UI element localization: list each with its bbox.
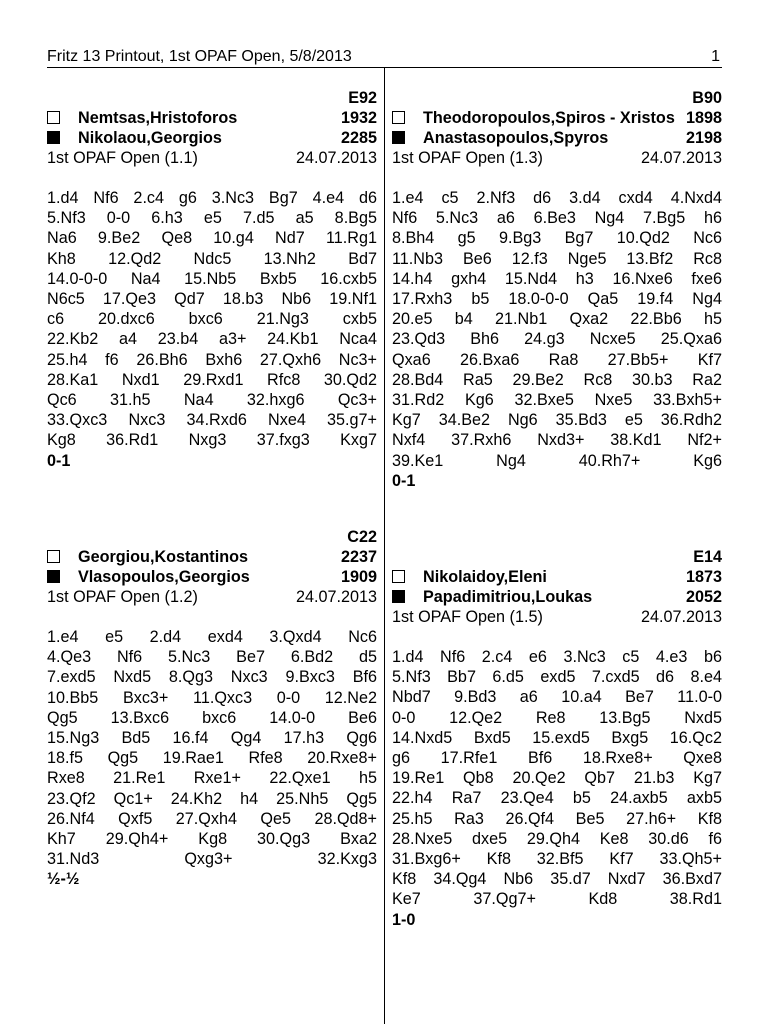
- move-line: 31.Rd2 Kg6 32.Bxe5 Nxe5 33.Bxh5+: [392, 391, 722, 410]
- player-name: Anastasopoulos,Spyros: [423, 129, 609, 147]
- move-line: 15.Ng3 Bd5 16.f4 Qg4 17.h3 Qg6: [47, 729, 377, 748]
- player-name: Georgiou,Kostantinos: [78, 548, 248, 566]
- move-line: 28.Ka1 Nxd1 29.Rxd1 Rfc8 30.Qd2: [47, 370, 377, 389]
- black-player: [47, 128, 377, 148]
- move-line: 5.Nf3 Bb7 6.d5 exd5 7.cxd5 d6 8.e4: [392, 668, 722, 687]
- player-name: Nikolaou,Georgios: [78, 129, 222, 147]
- move-line: 14.0-0-0 Na4 15.Nb5 Bxb5 16.cxb5: [47, 269, 377, 288]
- move-line: 1.d4 Nf6 2.c4 g6 3.Nc3 Bg7 4.e4 d6: [47, 189, 377, 207]
- move-line: Kh8 12.Qd2 Ndc5 13.Nh2 Bd7: [47, 249, 377, 268]
- move-line: Nf6 5.Nc3 a6 6.Be3 Ng4 7.Bg5 h6: [392, 209, 722, 228]
- move-line: 10.Bb5 Bxc3+ 11.Qxc3 0-0 12.Ne2: [47, 688, 377, 707]
- game-result: 1-0: [392, 910, 416, 929]
- eco-code: E92: [348, 89, 377, 107]
- move-line: Na6 9.Be2 Qe8 10.g4 Nd7 11.Rg1: [47, 229, 377, 248]
- game-date: 24.07.2013: [295, 149, 377, 167]
- move-line: 22.h4 Ra7 23.Qe4 b5 24.axb5 axb5: [392, 789, 722, 808]
- game-card: [47, 88, 377, 471]
- move-line: Qg5 13.Bxc6 bxc6 14.0-0 Be6: [47, 708, 377, 727]
- event-line: [47, 587, 377, 607]
- move-line: 31.Nd3 Qxg3+ 32.Kxg3: [47, 850, 377, 869]
- white-square-icon: [392, 570, 405, 583]
- move-line: 0-0 12.Qe2 Re8 13.Bg5 Nxd5: [392, 708, 722, 727]
- event-line: [47, 148, 377, 168]
- game-date: 24.07.2013: [295, 588, 377, 606]
- move-line: 11.Nb3 Be6 12.f3 Nge5 13.Bf2 Rc8: [392, 249, 722, 268]
- move-list: [392, 188, 722, 471]
- player-elo: 1932: [340, 109, 377, 127]
- page-header: [47, 47, 722, 69]
- black-square-icon: [392, 590, 405, 603]
- white-player: [47, 547, 377, 567]
- game-card: [47, 527, 377, 889]
- move-list: [392, 647, 722, 910]
- white-player: [47, 108, 377, 128]
- white-player: [392, 108, 722, 128]
- move-line: 1.d4 Nf6 2.c4 e6 3.Nc3 c5 4.e3 b6: [392, 648, 722, 666]
- player-name: Papadimitriou,Loukas: [423, 588, 593, 606]
- player-elo: 1873: [685, 568, 722, 586]
- black-player: [392, 587, 722, 607]
- player-name: Theodoropoulos,Spiros - Xristos: [423, 109, 675, 127]
- player-name: Nikolaidoy,Eleni: [423, 568, 547, 586]
- game-card: [392, 88, 722, 491]
- move-line: 17.Rxh3 b5 18.0-0-0 Qa5 19.f4 Ng4: [392, 290, 722, 309]
- black-player: [392, 128, 722, 148]
- move-line: 1.e4 c5 2.Nf3 d6 3.d4 cxd4 4.Nxd4: [392, 189, 722, 207]
- move-line: 25.h4 f6 26.Bh6 Bxh6 27.Qxh6 Nc3+: [47, 350, 377, 369]
- move-line: 39.Ke1 Ng4 40.Rh7+ Kg6: [392, 451, 722, 470]
- move-line: Kh7 29.Qh4+ Kg8 30.Qg3 Bxa2: [47, 830, 377, 849]
- printout-title: Fritz 13 Printout, 1st OPAF Open, 5/8/2013: [47, 48, 352, 65]
- event-line: [392, 148, 722, 168]
- column-divider: [384, 67, 385, 1024]
- move-line: 14.h4 gxh4 15.Nd4 h3 16.Nxe6 fxe6: [392, 269, 722, 288]
- move-line: 26.Nf4 Qxf5 27.Qxh4 Qe5 28.Qd8+: [47, 809, 377, 828]
- player-name: Nemtsas,Hristoforos: [78, 109, 238, 127]
- move-line: Qc6 31.h5 Na4 32.hxg6 Qc3+: [47, 391, 377, 410]
- event-name: 1st OPAF Open (1.3): [392, 149, 543, 167]
- game-date: 24.07.2013: [640, 608, 722, 626]
- white-square-icon: [392, 111, 405, 124]
- white-square-icon: [47, 550, 60, 563]
- black-square-icon: [392, 131, 405, 144]
- move-line: g6 17.Rfe1 Bf6 18.Rxe8+ Qxe8: [392, 749, 722, 768]
- move-line: 1.e4 e5 2.d4 exd4 3.Qxd4 Nc6: [47, 628, 377, 646]
- player-elo: 2052: [685, 588, 722, 606]
- game-result: 0-1: [392, 471, 416, 490]
- move-line: 8.Bh4 g5 9.Bg3 Bg7 10.Qd2 Nc6: [392, 229, 722, 248]
- move-line: 28.Nxe5 dxe5 29.Qh4 Ke8 30.d6 f6: [392, 829, 722, 848]
- move-line: 4.Qe3 Nf6 5.Nc3 Be7 6.Bd2 d5: [47, 648, 377, 667]
- game-card: [392, 547, 722, 930]
- player-name: Vlasopoulos,Georgios: [78, 568, 250, 586]
- move-line: Nxf4 37.Rxh6 Nxd3+ 38.Kd1 Nf2+: [392, 431, 722, 450]
- black-square-icon: [47, 570, 60, 583]
- player-elo: 2198: [685, 129, 722, 147]
- move-line: 19.Re1 Qb8 20.Qe2 Qb7 21.b3 Kg7: [392, 769, 722, 788]
- eco-code: B90: [692, 89, 722, 107]
- move-line: Kg8 36.Rd1 Nxg3 37.fxg3 Kxg7: [47, 431, 377, 450]
- move-line: 25.h5 Ra3 26.Qf4 Be5 27.h6+ Kf8: [392, 809, 722, 828]
- move-line: Qxa6 26.Bxa6 Ra8 27.Bb5+ Kf7: [392, 350, 722, 369]
- move-line: Nbd7 9.Bd3 a6 10.a4 Be7 11.0-0: [392, 688, 722, 707]
- move-line: Rxe8 21.Re1 Rxe1+ 22.Qxe1 h5: [47, 769, 377, 788]
- player-elo: 2285: [340, 129, 377, 147]
- move-line: 20.e5 b4 21.Nb1 Qxa2 22.Bb6 h5: [392, 310, 722, 329]
- move-line: 23.Qd3 Bh6 24.g3 Ncxe5 25.Qxa6: [392, 330, 722, 349]
- move-line: 7.exd5 Nxd5 8.Qg3 Nxc3 9.Bxc3 Bf6: [47, 668, 377, 687]
- event-name: 1st OPAF Open (1.1): [47, 149, 198, 167]
- move-line: 18.f5 Qg5 19.Rae1 Rfe8 20.Rxe8+: [47, 749, 377, 768]
- move-line: 23.Qf2 Qc1+ 24.Kh2 h4 25.Nh5 Qg5: [47, 789, 377, 808]
- move-line: 14.Nxd5 Bxd5 15.exd5 Bxg5 16.Qc2: [392, 728, 722, 747]
- black-player: [47, 567, 377, 587]
- white-square-icon: [47, 111, 60, 124]
- page-number: 1: [711, 48, 720, 65]
- white-player: [392, 567, 722, 587]
- move-line: N6c5 17.Qe3 Qd7 18.b3 Nb6 19.Nf1: [47, 290, 377, 309]
- game-date: 24.07.2013: [640, 149, 722, 167]
- player-elo: 2237: [340, 548, 377, 566]
- black-square-icon: [47, 131, 60, 144]
- game-result: ½-½: [47, 870, 80, 889]
- move-line: 22.Kb2 a4 23.b4 a3+ 24.Kb1 Nca4: [47, 330, 377, 349]
- move-line: 5.Nf3 0-0 6.h3 e5 7.d5 a5 8.Bg5: [47, 209, 377, 228]
- game-result: 0-1: [47, 451, 71, 470]
- player-elo: 1909: [340, 568, 377, 586]
- eco-code: C22: [347, 528, 377, 546]
- move-list: [47, 188, 377, 451]
- move-line: Kf8 34.Qg4 Nb6 35.d7 Nxd7 36.Bxd7: [392, 870, 722, 889]
- event-line: [392, 607, 722, 627]
- event-name: 1st OPAF Open (1.2): [47, 588, 198, 606]
- move-line: 31.Bxg6+ Kf8 32.Bf5 Kf7 33.Qh5+: [392, 850, 722, 869]
- move-list: [47, 627, 377, 869]
- move-line: c6 20.dxc6 bxc6 21.Ng3 cxb5: [47, 310, 377, 329]
- eco-code: E14: [693, 548, 722, 566]
- move-line: 33.Qxc3 Nxc3 34.Rxd6 Nxe4 35.g7+: [47, 411, 377, 430]
- move-line: 28.Bd4 Ra5 29.Be2 Rc8 30.b3 Ra2: [392, 370, 722, 389]
- move-line: Ke7 37.Qg7+ Kd8 38.Rd1: [392, 890, 722, 909]
- player-elo: 1898: [685, 109, 722, 127]
- event-name: 1st OPAF Open (1.5): [392, 608, 543, 626]
- move-line: Kg7 34.Be2 Ng6 35.Bd3 e5 36.Rdh2: [392, 411, 722, 430]
